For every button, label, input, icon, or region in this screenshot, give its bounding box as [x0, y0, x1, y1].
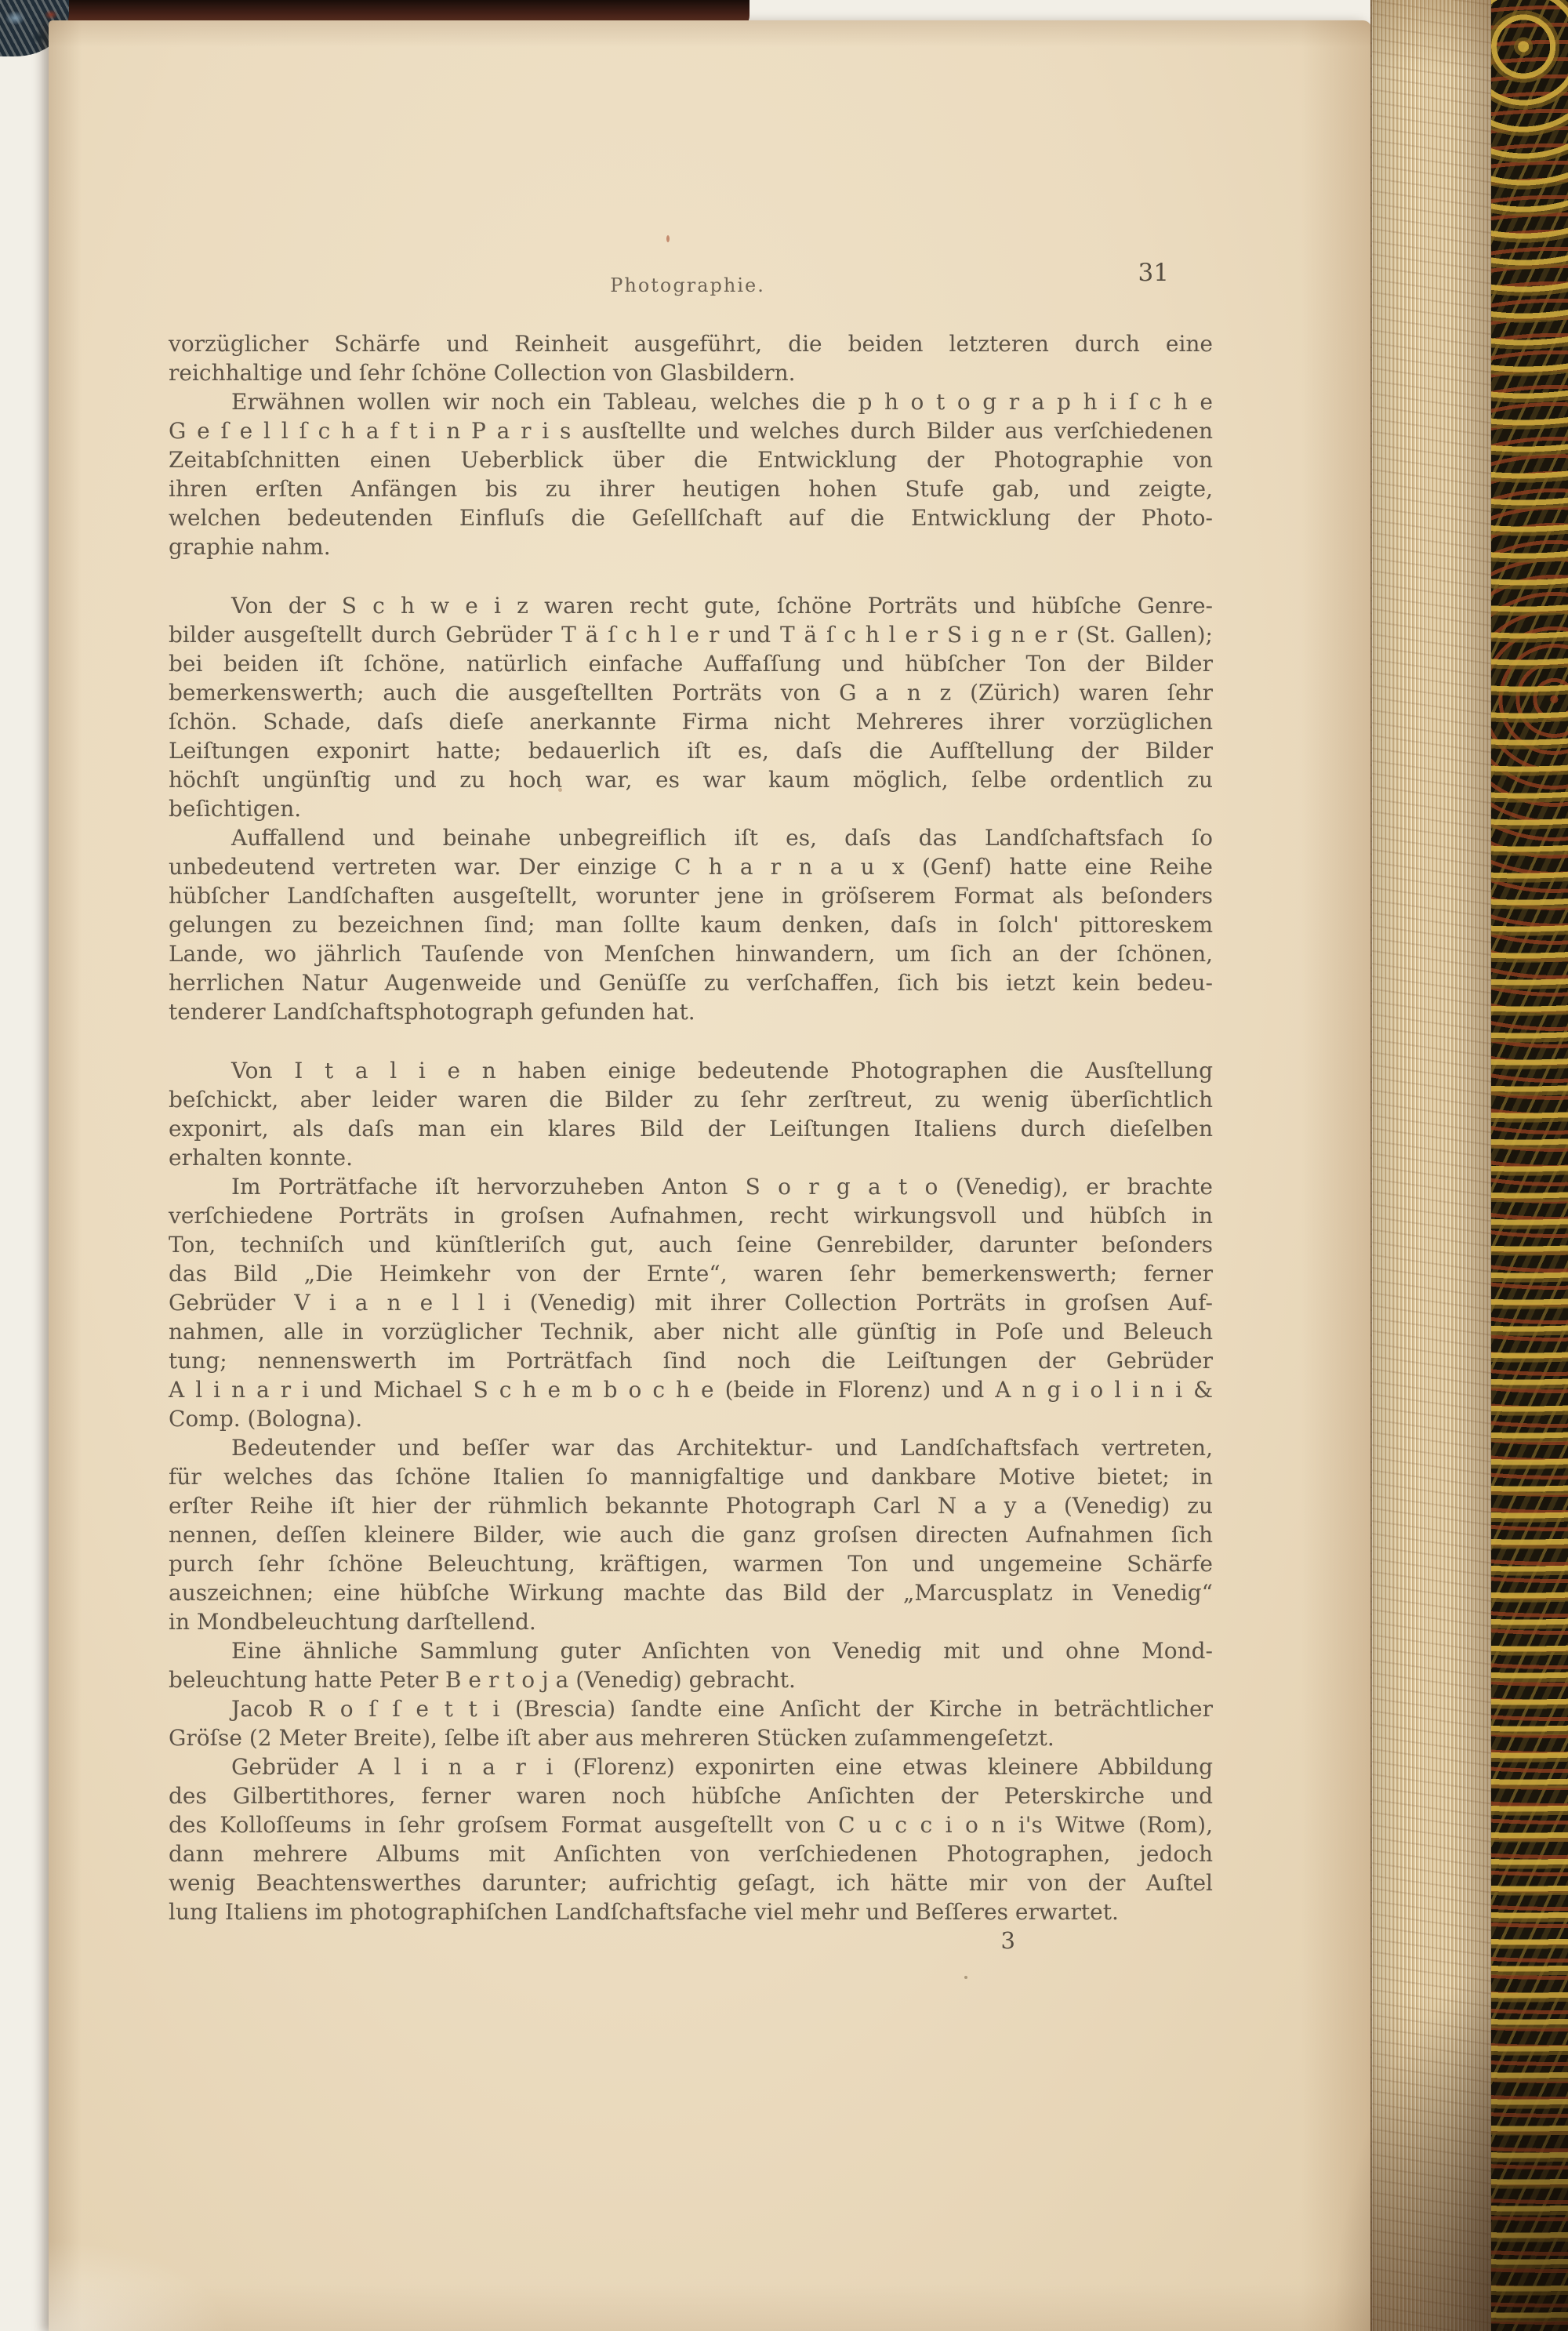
- text-line: bilder ausgeſtellt durch Gebrüder T ä ſ c h l e r und T ä ſ c h l e r S i g n e r (St. Gallen);: [169, 622, 1213, 648]
- text-line: unbedeutend vertreten war. Der einzige C h a r n a u x (Genf) hatte eine Reihe: [169, 854, 1213, 880]
- text-line: Von der S c h w e i z waren recht gute, ſchöne Porträts und hübſche Genre-: [231, 593, 1213, 619]
- text-line: lung Italiens im photographiſchen Landſchaftsfache viel mehr und Beſſeres erwartet.: [169, 1899, 1119, 1925]
- text-line: Gebrüder V i a n e l l i (Venedig) mit ihrer Collection Porträts in groſsen Auf-: [169, 1290, 1213, 1316]
- text-line: Auffallend und beinahe unbegreiflich iſt es, daſs das Landſchaftsfach ſo: [231, 825, 1213, 851]
- signature-mark: 3: [1000, 1927, 1015, 1954]
- text-line: erhalten konnte.: [169, 1145, 354, 1171]
- text-line: auszeichnen; eine hübſche Wirkung machte das Bild der „Marcusplatz in Venedig“: [169, 1580, 1213, 1606]
- page-header: [169, 259, 1213, 329]
- text-line: wenig Beachtenswerthes darunter; aufrichtig geſagt, ich hätte mir von der Auſtel: [169, 1870, 1213, 1896]
- text-line: Von I t a l i e n haben einige bedeutende Photographen die Ausſtellung: [231, 1058, 1213, 1084]
- text-line: Gebrüder A l i n a r i (Florenz) exponirten eine etwas kleinere Abbildung: [231, 1754, 1213, 1780]
- text-line: Leiſtungen exponirt hatte; bedauerlich iſt es, daſs die Aufſtellung der Bilder: [169, 738, 1213, 764]
- text-line: exponirt, als daſs man ein klares Bild der Leiſtungen Italiens durch dieſelben: [169, 1116, 1213, 1142]
- running-title: Photographie.: [610, 274, 765, 296]
- text-line: welchen bedeutenden Einfluſs die Geſellſchaft auf die Entwicklung der Photo-: [169, 505, 1213, 531]
- paragraph: [169, 329, 1213, 387]
- paragraph: [169, 823, 1213, 1026]
- text-line: bemerkenswerth; auch die ausgeſtellten Porträts von G a n z (Zürich) waren ſehr: [169, 680, 1213, 706]
- text-line: vorzüglicher Schärfe und Reinheit ausgeführt, die beiden letzteren durch eine: [169, 331, 1213, 357]
- bottom-edge-shadow: [1317, 1908, 1568, 2331]
- paragraph: [169, 1433, 1213, 1636]
- text-line: beſichtigen.: [169, 796, 302, 822]
- text-line: hübſcher Landſchaften ausgeſtellt, worunter jene in gröſserem Format als beſonders: [169, 883, 1213, 909]
- foxing-speck: [964, 1976, 967, 1979]
- paragraph: [169, 1172, 1213, 1433]
- page-corner-highlight: [49, 2229, 252, 2331]
- text-line: A l i n a r i und Michael S c h e m b o c h e (beide in Florenz) und A n g i o l i n i &: [169, 1377, 1213, 1403]
- text-line: G e ſ e l l ſ c h a f t i n P a r i s ausſtellte und welches durch Bilder aus verſchiedenen: [169, 418, 1213, 444]
- text-line: Lande, wo jährlich Tauſende von Menſchen hinwandern, um ſich an der ſchönen,: [169, 941, 1213, 967]
- paragraph: [169, 1636, 1213, 1694]
- text-line: tenderer Landſchaftsphotograph gefunden hat.: [169, 999, 695, 1025]
- paragraph: [169, 1694, 1213, 1752]
- text-line: Eine ähnliche Sammlung guter Anſichten von Venedig mit und ohne Mond-: [231, 1638, 1213, 1664]
- text-line: dann mehrere Albums mit Anſichten von verſchiedenen Photographen, jedoch: [169, 1841, 1213, 1867]
- text-line: nennen, deſſen kleinere Bilder, wie auch die ganz groſsen directen Aufnahmen ſich: [169, 1522, 1213, 1548]
- paragraph: [169, 1056, 1213, 1172]
- text-line: des Kolloſſeums in ſehr groſsem Format ausgeſtellt von C u c c i o n i's Witwe (Rom),: [169, 1812, 1213, 1838]
- text-line: herrlichen Natur Augenweide und Genüſſe zu verſchaffen, ſich bis ietzt kein bedeu-: [169, 970, 1213, 996]
- paragraph: [169, 591, 1213, 823]
- text-line: Zeitabſchnitten einen Ueberblick über die Entwicklung der Photographie von: [169, 447, 1213, 473]
- text-line: Bedeutender und beſſer war das Architektur- und Landſchaftsfach vertreten,: [231, 1435, 1213, 1461]
- text-line: verſchiedene Porträts in groſsen Aufnahmen, recht wirkungsvoll und hübſch in: [169, 1203, 1213, 1229]
- text-line: des Gilbertithores, ferner waren noch hübſche Anſichten der Peterskirche und: [169, 1783, 1213, 1809]
- text-line: nahmen, alle in vorzüglicher Technik, aber nicht alle günſtig in Poſe und Beleuch: [169, 1319, 1213, 1345]
- text-line: Ton, techniſch und künſtleriſch gut, auch ſeine Genrebilder, darunter beſonders: [169, 1232, 1213, 1258]
- text-line: purch ſehr ſchöne Beleuchtung, kräftigen, warmen Ton und ungemeine Schärfe: [169, 1551, 1213, 1577]
- text-line: graphie nahm.: [169, 534, 331, 560]
- text-line: Im Porträtfache iſt hervorzuheben Anton S o r g a t o (Venedig), er brachte: [231, 1174, 1213, 1200]
- text-line: erſter Reihe iſt hier der rühmlich bekannte Photograph Carl N a y a (Venedig) zu: [169, 1493, 1213, 1519]
- text-line: beleuchtung hatte Peter B e r t o j a (Venedig) gebracht.: [169, 1667, 796, 1693]
- text-line: ihren erſten Anfängen bis zu ihrer heutigen hohen Stufe gab, und zeigte,: [169, 476, 1213, 502]
- text-line: reichhaltige und ſehr ſchöne Collection von Glasbildern.: [169, 360, 796, 386]
- text-line: Erwähnen wollen wir noch ein Tableau, welches die p h o t o g r a p h i ſ c h e: [231, 389, 1213, 415]
- text-body: [169, 329, 1213, 1926]
- text-line: gelungen zu bezeichnen ſind; man ſollte kaum denken, daſs in ſolch' pittoreskem: [169, 912, 1213, 938]
- text-line: tung; nennenswerth im Porträtfach ſind noch die Leiſtungen der Gebrüder: [169, 1348, 1213, 1374]
- text-line: für welches das ſchöne Italien ſo mannigfaltige und dankbare Motive bietet; in: [169, 1464, 1213, 1490]
- page-number: 31: [1138, 259, 1169, 287]
- text-line: Jacob R o ſ ſ e t t i (Brescia) ſandte eine Anſicht der Kirche in beträchtlicher: [231, 1696, 1213, 1722]
- text-column: [169, 259, 1213, 1955]
- text-line: Comp. (Bologna).: [169, 1406, 363, 1432]
- text-line: höchſt ungünſtig und zu hoch war, es war kaum möglich, ſelbe ordentlich zu: [169, 767, 1213, 793]
- paragraph: [169, 1752, 1213, 1926]
- text-line: Gröſse (2 Meter Breite), ſelbe iſt aber aus mehreren Stücken zuſammengeſetzt.: [169, 1725, 1054, 1751]
- paragraph: [169, 387, 1213, 561]
- foxing-speck: [666, 235, 670, 242]
- text-line: bei beiden iſt ſchöne, natürlich einfache Auffaſſung und hübſcher Ton der Bilder: [169, 651, 1213, 677]
- text-line: ſchön. Schade, daſs dieſe anerkannte Firma nicht Mehreres ihrer vorzüglichen: [169, 709, 1213, 735]
- text-line: in Mondbeleuchtung darſtellend.: [169, 1609, 536, 1635]
- text-line: beſchickt, aber leider waren die Bilder zu ſehr zerſtreut, zu wenig überſichtlich: [169, 1087, 1213, 1113]
- text-line: das Bild „Die Heimkehr von der Ernte“, waren ſehr bemerkenswerth; ferner: [169, 1261, 1213, 1287]
